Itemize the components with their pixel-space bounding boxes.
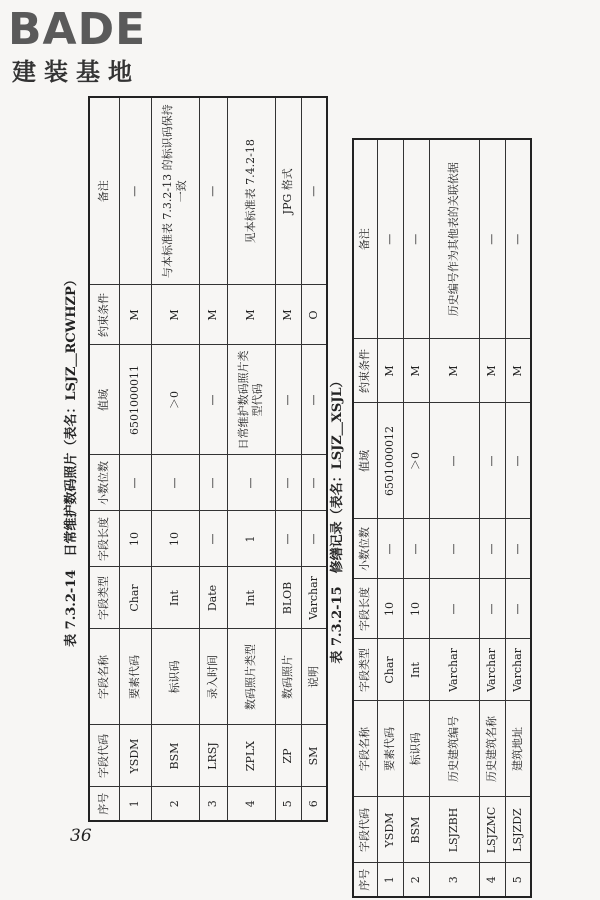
table-cell: — — [403, 139, 429, 339]
table-cell: — — [403, 519, 429, 579]
table-cell: 见本标准表 7.4.2-18 — [227, 97, 275, 285]
logo-wordmark: BADE — [8, 4, 147, 55]
table-cell: BSM — [151, 725, 199, 787]
table-cell: M — [479, 339, 505, 403]
table2-header: 序号 — [353, 863, 377, 897]
table-row — [275, 97, 301, 821]
table-cell: 日常维护数码照片类型代码 — [227, 345, 275, 455]
table2-header: 备注 — [353, 139, 377, 339]
table-cell: 5 — [275, 787, 301, 821]
table2-header: 约束条件 — [353, 339, 377, 403]
table-cell: 3 — [429, 863, 479, 897]
table-cell: 10 — [377, 579, 403, 639]
table-cell: M — [403, 339, 429, 403]
table-cell: 与本标准表 7.3.2-13 的标识码保持一致 — [151, 97, 199, 285]
table-cell: YSDM — [119, 725, 151, 787]
table-cell: 1 — [377, 863, 403, 897]
table-cell: 10 — [403, 579, 429, 639]
table-cell: 标识码 — [151, 629, 199, 725]
table-cell: YSDM — [377, 797, 403, 863]
table-cell: ZPLX — [227, 725, 275, 787]
table-cell: — — [429, 403, 479, 519]
table1-header: 备注 — [89, 97, 119, 285]
table-cell: 历史编号作为其他表的关联依据 — [429, 139, 479, 339]
table-cell: M — [199, 285, 227, 345]
table-cell: 10 — [151, 511, 199, 567]
table1-header-row — [89, 97, 119, 821]
table2-header: 字段名称 — [353, 701, 377, 797]
table2-header: 值域 — [353, 403, 377, 519]
table2 — [352, 138, 532, 898]
bade-logo — [8, 6, 178, 88]
table-cell: 5 — [505, 863, 531, 897]
table-cell: 建筑地址 — [505, 701, 531, 797]
table-cell: M — [119, 285, 151, 345]
table-cell: 说明 — [301, 629, 327, 725]
table1-header: 序号 — [89, 787, 119, 821]
table-cell: JPG 格式 — [275, 97, 301, 285]
table-cell: ZP — [275, 725, 301, 787]
table2-container — [352, 140, 532, 898]
table2-header: 小数位数 — [353, 519, 377, 579]
table-cell: M — [227, 285, 275, 345]
table-cell: ＞0 — [151, 345, 199, 455]
table-cell: — — [505, 139, 531, 339]
table-cell: — — [227, 455, 275, 511]
table-cell: 3 — [199, 787, 227, 821]
table-cell: 1 — [227, 511, 275, 567]
table-cell: Char — [377, 639, 403, 701]
table-cell: — — [377, 139, 403, 339]
table1 — [88, 96, 328, 822]
table-cell: 数码照片类型 — [227, 629, 275, 725]
table-cell: 10 — [119, 511, 151, 567]
table-cell: M — [275, 285, 301, 345]
table-cell: 6501000012 — [377, 403, 403, 519]
table-row — [377, 139, 403, 897]
table-cell: LRSJ — [199, 725, 227, 787]
table-row — [479, 139, 505, 897]
table2-header: 字段长度 — [353, 579, 377, 639]
table-cell: 4 — [479, 863, 505, 897]
table-cell: 录入时间 — [199, 629, 227, 725]
table-cell: — — [479, 519, 505, 579]
table-cell: O — [301, 285, 327, 345]
table-cell: Date — [199, 567, 227, 629]
table-cell: BSM — [403, 797, 429, 863]
table-cell: LSJZMC — [479, 797, 505, 863]
table-cell: BLOB — [275, 567, 301, 629]
table-cell: — — [199, 345, 227, 455]
table-cell: LSJZBH — [429, 797, 479, 863]
table1-header: 约束条件 — [89, 285, 119, 345]
table-cell: SM — [301, 725, 327, 787]
table-cell: 数码照片 — [275, 629, 301, 725]
table-cell: — — [479, 579, 505, 639]
table1-header: 字段名称 — [89, 629, 119, 725]
table-cell: Varchar — [505, 639, 531, 701]
table-cell: 6501000011 — [119, 345, 151, 455]
table-row — [199, 97, 227, 821]
table1-header: 字段长度 — [89, 511, 119, 567]
table-cell: — — [301, 511, 327, 567]
table-cell: — — [199, 97, 227, 285]
table-cell: Int — [151, 567, 199, 629]
table-cell: — — [199, 455, 227, 511]
table-cell: — — [505, 403, 531, 519]
table-cell: — — [479, 403, 505, 519]
table-cell: 要素代码 — [119, 629, 151, 725]
table-row — [301, 97, 327, 821]
table-row — [429, 139, 479, 897]
table-cell: 1 — [119, 787, 151, 821]
table-cell: 2 — [403, 863, 429, 897]
table-cell: — — [377, 519, 403, 579]
table-cell: 历史建筑名称 — [479, 701, 505, 797]
table-cell: — — [151, 455, 199, 511]
table-cell: Varchar — [479, 639, 505, 701]
table-cell: — — [505, 519, 531, 579]
table-cell: — — [199, 511, 227, 567]
table-cell: — — [275, 455, 301, 511]
table1-header: 值域 — [89, 345, 119, 455]
table2-header: 字段代码 — [353, 797, 377, 863]
table-cell: 要素代码 — [377, 701, 403, 797]
table-cell: 4 — [227, 787, 275, 821]
table-cell: 6 — [301, 787, 327, 821]
table-cell: — — [275, 345, 301, 455]
table-cell: — — [429, 579, 479, 639]
table-row — [151, 97, 199, 821]
table2-header: 字段类型 — [353, 639, 377, 701]
table-cell: Int — [227, 567, 275, 629]
table-cell: — — [119, 97, 151, 285]
table-cell: 2 — [151, 787, 199, 821]
table1-container — [88, 98, 328, 822]
table-cell: — — [479, 139, 505, 339]
table1-header: 字段代码 — [89, 725, 119, 787]
table-cell: — — [301, 455, 327, 511]
table-cell: 标识码 — [403, 701, 429, 797]
logo-subtitle: 建装基地 — [12, 58, 140, 86]
table-cell: ＞0 — [403, 403, 429, 519]
table-cell: LSJZDZ — [505, 797, 531, 863]
table-cell: Char — [119, 567, 151, 629]
table-row — [227, 97, 275, 821]
table-cell: M — [151, 285, 199, 345]
table-cell: Int — [403, 639, 429, 701]
table-cell: M — [377, 339, 403, 403]
page-number: 36 — [70, 826, 92, 846]
table-row — [403, 139, 429, 897]
table1-title: 表 7.3.2-14 日常维护数码照片（表名：LSJZ＿RCWHZP） — [64, 273, 79, 647]
table-cell: — — [301, 345, 327, 455]
table-cell: — — [275, 511, 301, 567]
table2-header-row — [353, 139, 377, 897]
table-cell: Varchar — [301, 567, 327, 629]
table-cell: — — [505, 579, 531, 639]
table-cell: M — [505, 339, 531, 403]
table2-title: 表 7.3.2-15 修缮记录（表名：LSJZ＿XSJL） — [330, 374, 345, 664]
table-cell: 历史建筑编号 — [429, 701, 479, 797]
table-row — [505, 139, 531, 897]
table-row — [119, 97, 151, 821]
table-cell: — — [301, 97, 327, 285]
table1-header: 字段类型 — [89, 567, 119, 629]
table-cell: — — [119, 455, 151, 511]
table-cell: Varchar — [429, 639, 479, 701]
table-cell: — — [429, 519, 479, 579]
table1-header: 小数位数 — [89, 455, 119, 511]
table-cell: M — [429, 339, 479, 403]
